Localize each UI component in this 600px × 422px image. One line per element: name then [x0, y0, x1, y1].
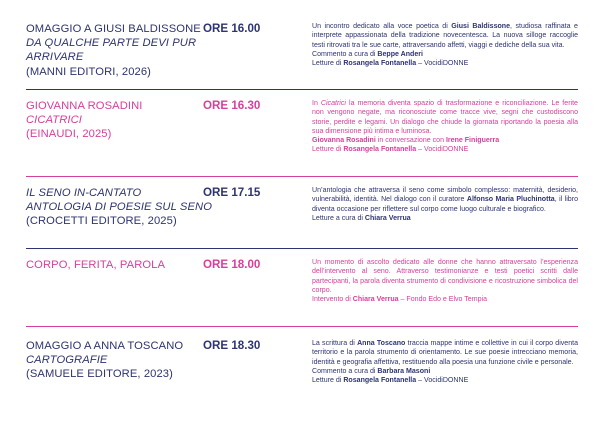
- description-paragraph: [312, 145, 578, 154]
- event-title-line: (EINAUDI, 2025): [26, 128, 112, 141]
- section-divider: [26, 89, 578, 90]
- event-title-line: CICATRICI: [26, 114, 83, 127]
- text-run: Intervento di: [312, 296, 353, 303]
- event-title-line: IL SENO IN-CANTATO: [26, 187, 142, 199]
- text-run: in conversazione con: [375, 137, 446, 144]
- text-run: Cicatrici: [320, 100, 346, 107]
- event-title-line: CORPO, FERITA, PAROLA: [26, 259, 166, 271]
- text-run: – VocidiDONNE: [416, 377, 469, 384]
- event-title-line: ARRIVARE: [26, 51, 84, 64]
- text-run: – Fondo Edo e Elvo Tempia: [398, 296, 487, 303]
- text-run: Un’antologia che attraversa il seno come simbolo complesso: maternità, desiderio, vulnerabilità, identità. Nel dialogo con il curatore: [312, 187, 578, 204]
- description-paragraph: [312, 186, 578, 214]
- name-highlight: Barbara Masoni: [377, 367, 431, 375]
- event-description: [312, 258, 578, 304]
- text-run: la memoria diventa spazio di trasformazione e riconciliazione. Le ferite non vengono negate, ma riconosciute come tracce vive, segni che custodiscono storie, perdite e legami. Un dialogo che chiude la giornata riportando la poesia alla sua dimensione più intima e luminosa.: [312, 100, 578, 135]
- text-run: Letture di: [312, 377, 344, 384]
- event-time: ORE 18.00: [203, 258, 261, 271]
- event-time: ORE 17.15: [203, 186, 261, 199]
- description-paragraph: [312, 59, 578, 68]
- description-paragraph: [312, 339, 578, 367]
- text-run: – VocidiDONNE: [416, 60, 469, 67]
- description-paragraph: [312, 214, 578, 223]
- text-run: Letture a cura di: [312, 214, 365, 222]
- name-highlight: Rosangela Fontanella: [343, 146, 417, 154]
- text-run: Letture di: [312, 60, 344, 67]
- text-run: traccia mappe intime e collettive in cui il corpo diventa territorio e la parola strumento di orientamento. Le sue poesie intrecciano memoria, identità e geografia affettiva, restituendo alla poesia una funzione civile e personale.: [312, 340, 578, 366]
- text-run: – VocidiDONNE: [416, 146, 469, 154]
- text-run: La scrittura di: [312, 340, 358, 347]
- text-run: In: [312, 100, 321, 107]
- description-paragraph: [312, 99, 578, 136]
- event-title: [26, 339, 194, 382]
- name-highlight: Chiara Verrua: [364, 214, 411, 222]
- event-title: [26, 258, 194, 272]
- description-paragraph: [312, 50, 578, 59]
- event-time: ORE 18.30: [203, 339, 261, 352]
- event-description: [312, 339, 578, 385]
- name-highlight: Chiara Verrua: [352, 296, 399, 303]
- text-run: Un incontro dedicato alla voce poetica di: [312, 23, 452, 30]
- text-run: Commento a cura di: [312, 367, 378, 375]
- event-title-line: OMAGGIO A ANNA TOSCANO: [26, 340, 184, 352]
- description-paragraph: [312, 258, 578, 295]
- event-title-line: (CROCETTI EDITORE, 2025): [26, 215, 177, 228]
- description-paragraph: [312, 295, 578, 304]
- description-paragraph: [312, 376, 578, 385]
- event-title: [26, 22, 201, 79]
- section-divider: [26, 176, 578, 177]
- event-description: [312, 186, 578, 223]
- name-highlight: Anna Toscano: [357, 340, 406, 347]
- event-title-line: CARTOGRAFIE: [26, 354, 108, 367]
- description-paragraph: [312, 22, 578, 50]
- section-divider: [26, 326, 578, 327]
- event-title: [26, 186, 212, 229]
- event-title-line: ANTOLOGIA DI POESIE SUL SENO: [26, 201, 212, 214]
- section-divider: [26, 248, 578, 249]
- text-run: Letture di: [312, 146, 344, 154]
- name-highlight: Giusi Baldissone: [451, 23, 511, 30]
- event-title-line: (SAMUELE EDITORE, 2023): [26, 368, 173, 381]
- text-run: , il libro diventa occasione per riflettere sul corpo come luogo culturale e biografico.: [312, 196, 578, 213]
- description-paragraph: [312, 367, 578, 376]
- text-run: Commento a cura di: [312, 50, 378, 58]
- event-title-line: (MANNI EDITORI, 2026): [26, 65, 151, 78]
- event-title-line: DA QUALCHE PARTE DEVI PUR: [26, 37, 197, 50]
- text-run: Un momento di ascolto dedicato alle donne che hanno attraversato l’esperienza dell’intervento al seno. Attraverso testimonianze e testi poetici scritti dalle partecipanti, la parola diventa strumento di condivisione e ricostruzione simbolica del corpo.: [312, 259, 578, 294]
- name-highlight: Alfonso Maria Pluchinotta: [466, 196, 555, 204]
- event-description: [312, 22, 578, 68]
- name-highlight: Rosangela Fontanella: [343, 377, 417, 384]
- event-time: ORE 16.00: [203, 22, 261, 35]
- event-time: ORE 16.30: [203, 99, 261, 112]
- event-title: [26, 99, 194, 142]
- name-highlight: Beppe Anderi: [377, 50, 423, 58]
- event-title-line: OMAGGIO A GIUSI BALDISSONE: [26, 23, 201, 35]
- text-run: , studiosa raffinata e interprete appassionata della tradizione novecentesca. La nuova silloge raccoglie testi ritrovati tra le sue carte, attraversando affetti, viaggi e dediche della sua vita.: [312, 23, 578, 49]
- name-highlight: Giovanna Rosadini: [312, 137, 376, 144]
- event-description: [312, 99, 578, 155]
- name-highlight: Irene Finiguerra: [445, 137, 500, 144]
- name-highlight: Rosangela Fontanella: [343, 60, 417, 67]
- description-paragraph: [312, 136, 578, 145]
- event-title-line: GIOVANNA ROSADINI: [26, 100, 143, 112]
